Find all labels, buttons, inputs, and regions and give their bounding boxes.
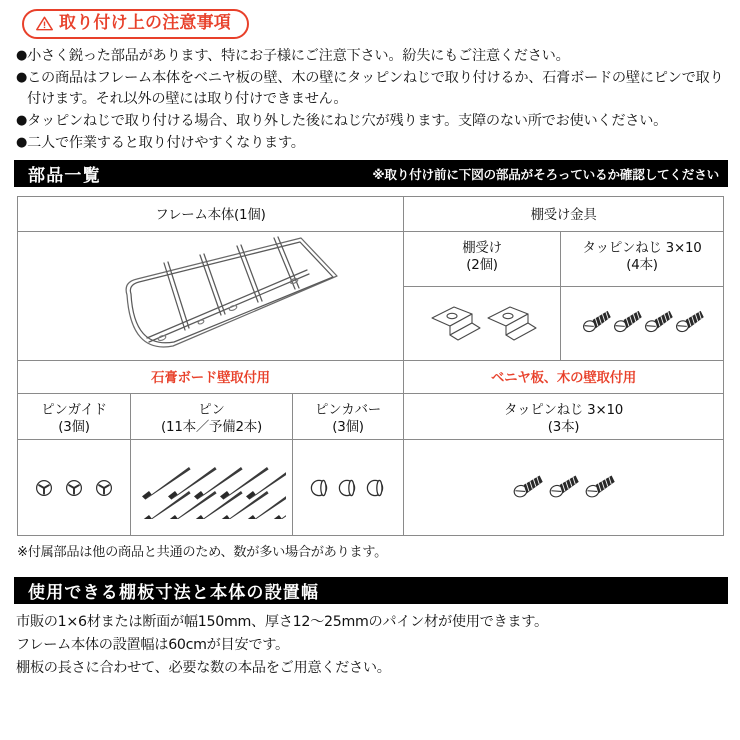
- pin-cell: [131, 440, 293, 536]
- pin-name: ピン: [198, 402, 225, 418]
- plywood-wall-group-header: ベニヤ板、木の壁取付用: [404, 360, 724, 393]
- pin-guide-name: ピンガイド: [41, 402, 107, 418]
- shelf-section-header-bar: [14, 577, 728, 604]
- shelf-info-line: 棚板の長さに合わせて、必要な数の本品をご用意ください。: [16, 660, 391, 677]
- pin-guide-cell: [18, 440, 131, 536]
- screw-column-header: [561, 231, 724, 286]
- shelf-info-line: 市販の1×6材または断面が幅150mm、厚さ12〜25mmのパイン材が使用できます。: [16, 614, 548, 631]
- pin-cover-cell: [293, 440, 404, 536]
- bracket-group-header: 棚受け金具: [404, 196, 724, 231]
- warning-bullet: [16, 111, 732, 132]
- pin-cover-column-header: [293, 393, 404, 439]
- tapping-screw-icon: [561, 287, 723, 360]
- warning-bullet-text: 二人で作業すると取り付けやすくなります。: [27, 134, 305, 151]
- wire-frame-illustration: [18, 232, 403, 360]
- plywood-screw-name: タッピンねじ 3×10: [503, 402, 624, 418]
- pin-column-header: [131, 393, 293, 439]
- bullet-marker-icon: ●: [16, 47, 28, 63]
- shelf-info-line: フレーム本体の設置幅は60cmが目安です。: [16, 637, 289, 654]
- shelf-bracket-cell: [404, 286, 561, 360]
- pin-cover-qty: (3個): [332, 420, 364, 436]
- tapping-screw-icon: [404, 440, 723, 535]
- warning-triangle-icon: [36, 16, 53, 31]
- plywood-screw-column-header: [404, 393, 724, 439]
- gypsum-wall-group-header: 石膏ボード壁取付用: [18, 360, 404, 393]
- warning-bullet-text: この商品はフレーム本体をベニヤ板の壁、木の壁にタッピンねじで取り付けるか、石膏ボードの壁にピンで取り付けます。それ以外の壁には取り付けできません。: [27, 69, 724, 107]
- plywood-screw-cell: [404, 440, 724, 536]
- pin-qty: (11本／予備2本): [161, 420, 262, 436]
- warning-bullet: [16, 46, 732, 67]
- frame-group-header: フレーム本体(1個): [18, 196, 404, 231]
- pin-guide-qty: (3個): [58, 420, 90, 436]
- table-row: [18, 393, 724, 439]
- screw-name: タッピンねじ 3×10: [582, 240, 702, 256]
- warning-bullet-text: 小さく鋭った部品があります、特にお子様にご注意下さい。紛失にもご注意ください。: [27, 47, 570, 64]
- parts-table: [17, 196, 724, 536]
- warning-bullet-list: [0, 46, 740, 154]
- table-row: [18, 360, 724, 393]
- warning-badge: [22, 9, 249, 39]
- pin-guide-icon: [18, 440, 130, 535]
- parts-list-header-bar: [14, 160, 728, 187]
- warning-bullet-text: タッピンねじで取り付ける場合、取り外した後にねじ穴が残ります。支障のない所でお使いください。: [27, 112, 668, 129]
- shelf-bracket-icon: [404, 287, 560, 360]
- tapping-screw-cell-4: [561, 286, 724, 360]
- shelf-info-block: [16, 611, 740, 680]
- frame-illustration-cell: [18, 231, 404, 360]
- bullet-marker-icon: ●: [16, 112, 28, 128]
- shelf-section-title: 使用できる棚板寸法と本体の設置幅: [28, 583, 320, 604]
- bracket-name: 棚受け: [462, 240, 502, 256]
- bracket-qty: (2個): [466, 258, 498, 274]
- table-row: [18, 440, 724, 536]
- pin-icon: [131, 440, 292, 535]
- warning-bullet: [16, 133, 732, 154]
- bullet-marker-icon: ●: [16, 69, 28, 85]
- parts-list-title: 部品一覧: [28, 165, 101, 186]
- warning-bullet: [16, 68, 732, 110]
- bracket-column-header: [404, 231, 561, 286]
- pin-guide-column-header: [18, 393, 131, 439]
- bullet-marker-icon: ●: [16, 134, 28, 150]
- parts-footnote: ※付属部品は他の商品と共通のため、数が多い場合があります。: [17, 545, 388, 561]
- plywood-screw-qty: (3本): [547, 420, 580, 436]
- table-row: [18, 196, 724, 231]
- warning-badge-label: 取り付け上の注意事項: [59, 13, 231, 33]
- pin-cover-icon: [293, 440, 403, 535]
- warning-badge-row: [0, 0, 740, 39]
- pin-cover-name: ピンカバー: [315, 402, 381, 418]
- parts-list-note: ※取り付け前に下図の部品がそろっているか確認してください: [372, 166, 719, 182]
- table-row: [18, 231, 724, 286]
- screw-qty: (4本): [626, 258, 658, 274]
